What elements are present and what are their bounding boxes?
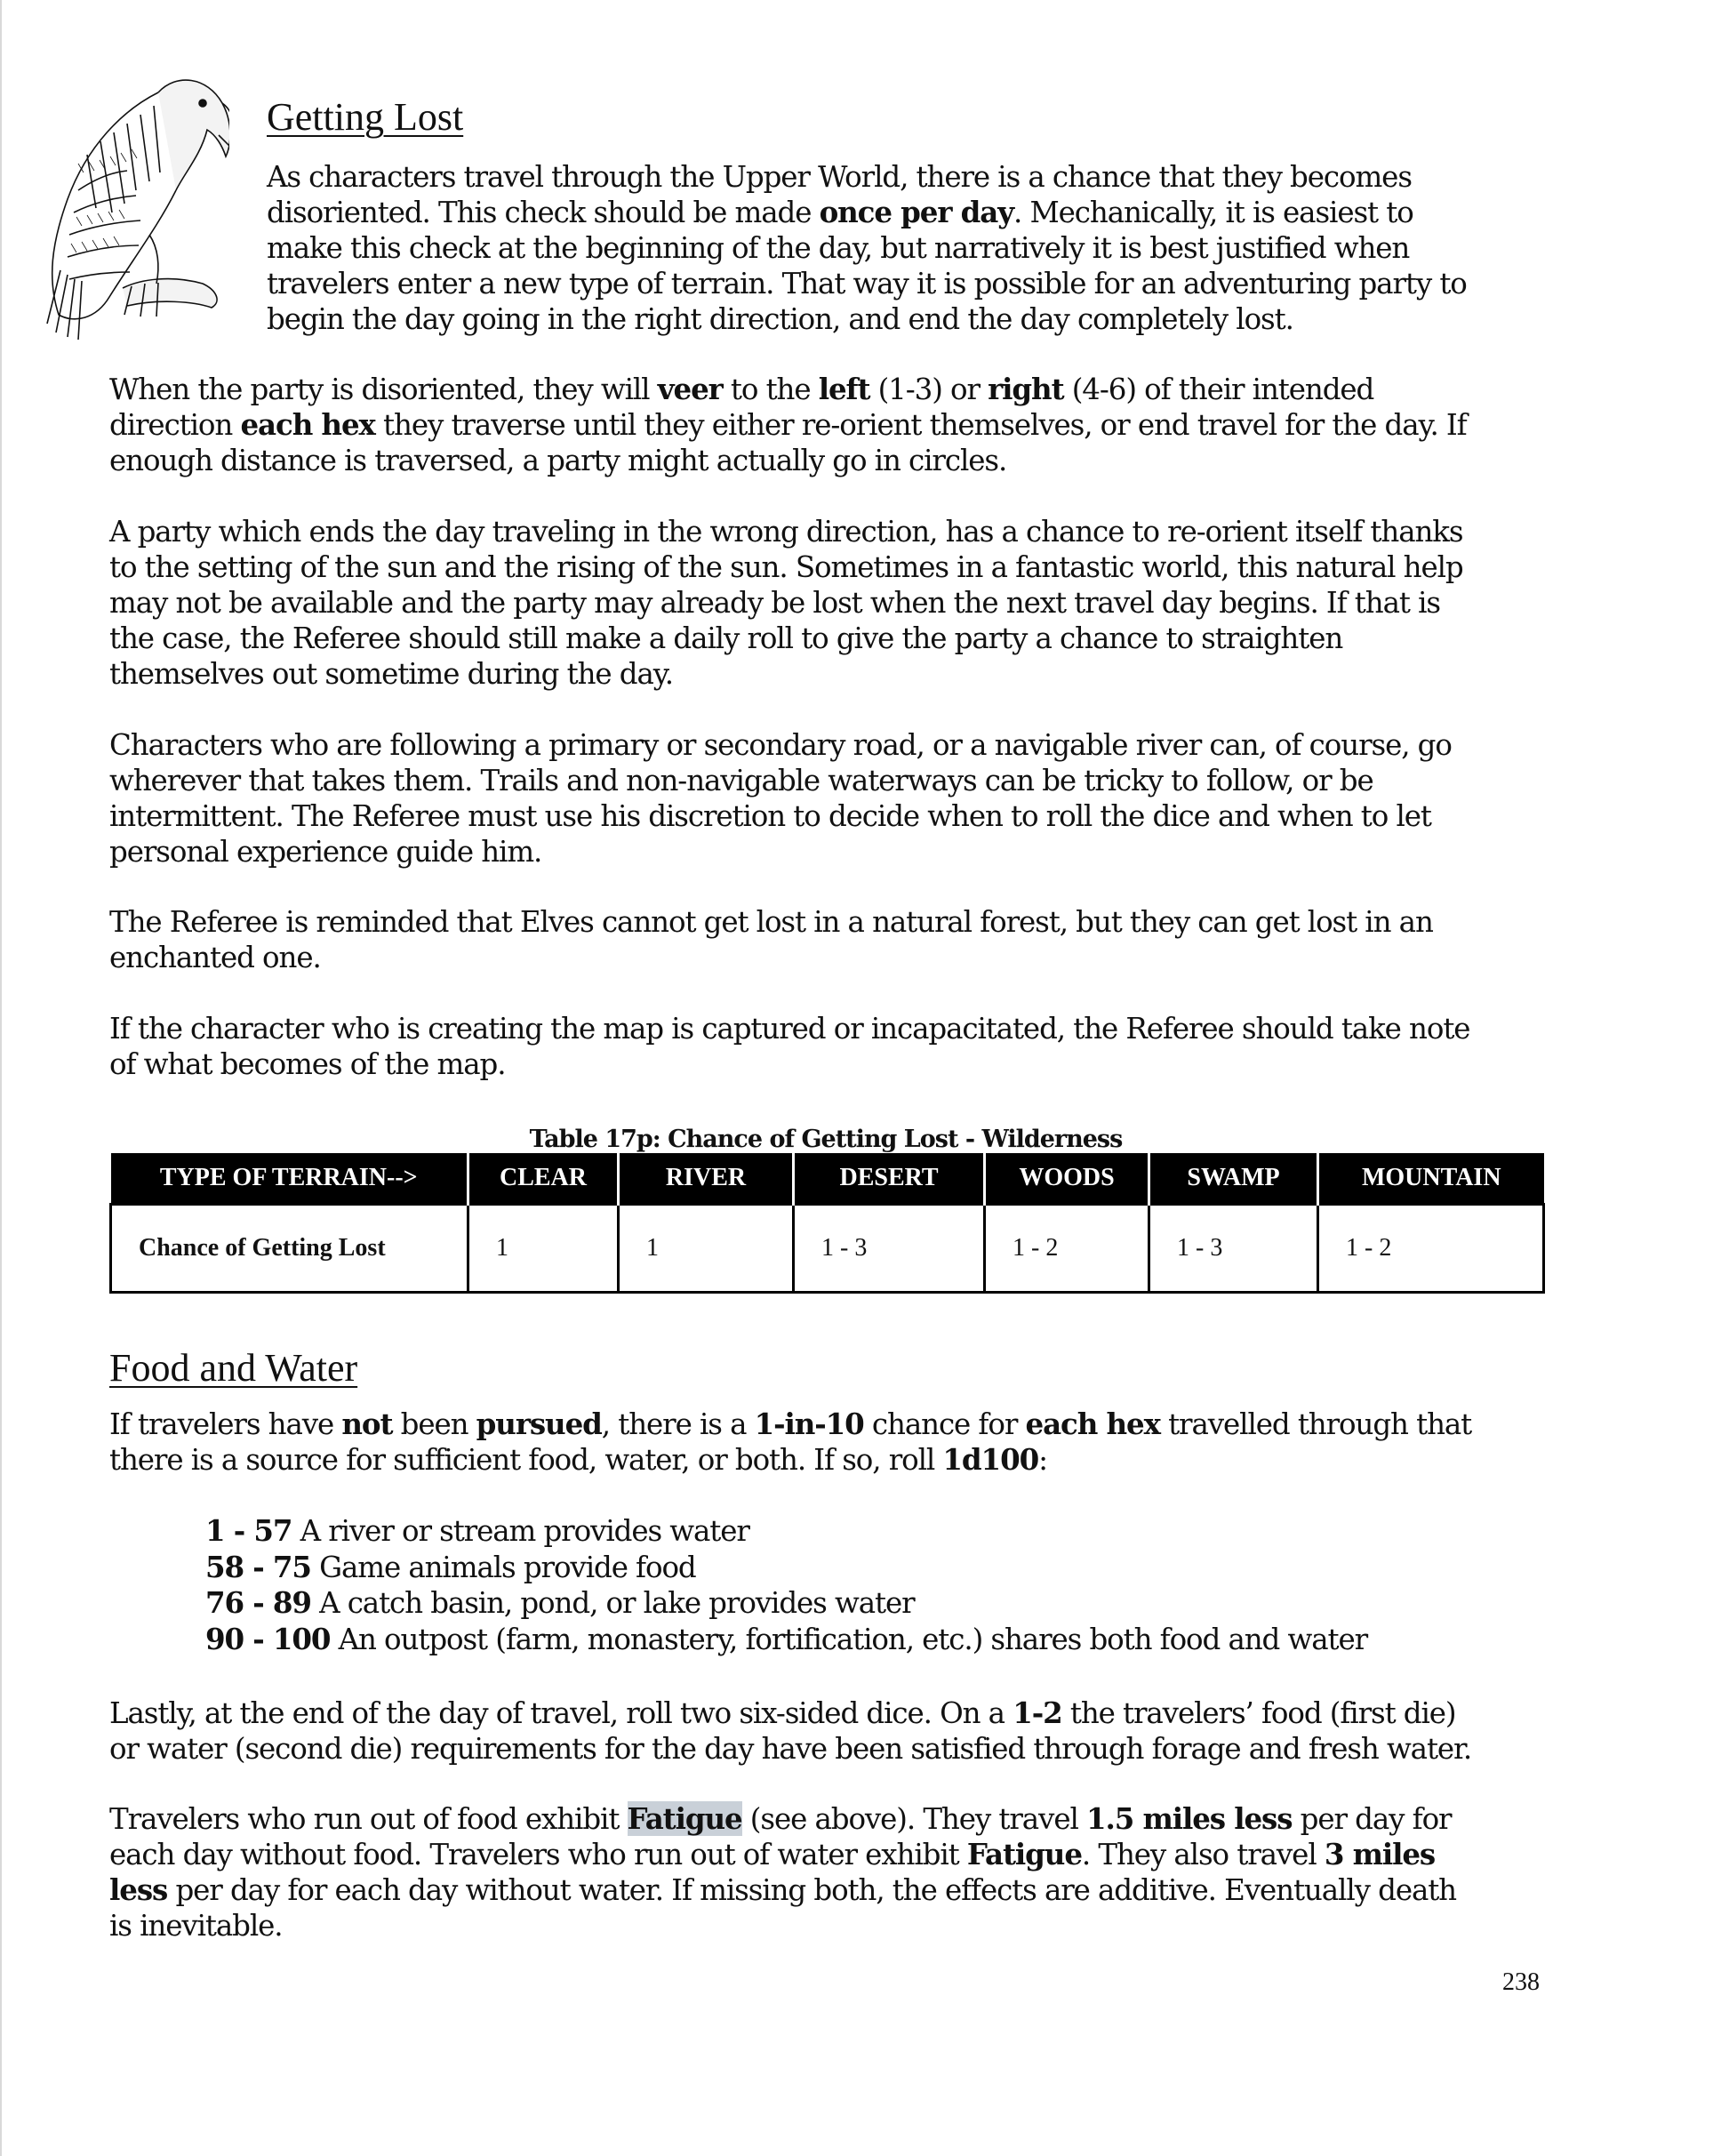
list-item: 90 - 100 An outpost (farm, monastery, fortification, etc.) shares both food and water	[205, 1621, 1368, 1656]
cell-mountain: 1 - 2	[1318, 1205, 1544, 1293]
page-number: 238	[1502, 1968, 1540, 1996]
vulture-illustration	[25, 57, 229, 341]
header-woods: WOODS	[985, 1153, 1149, 1205]
table-row	[111, 1205, 1544, 1293]
header-terrain-type: TYPE OF TERRAIN-->	[111, 1153, 468, 1205]
list-item: 1 - 57 A river or stream provides water	[205, 1513, 749, 1548]
forage-paragraph: Lastly, at the end of the day of travel, roll two six-sided dice. On a 1-2 the travelers’ food (first die) or water (second die) requirements for the day have been satisfied through forage and fresh water.	[109, 1695, 1472, 1766]
header-swamp: SWAMP	[1149, 1153, 1318, 1205]
page-edge	[0, 0, 2, 2156]
list-item: 58 - 75 Game animals provide food	[205, 1549, 696, 1584]
starvation-paragraph: Travelers who run out of food exhibit Fatigue (see above). They travel 1.5 miles less per day for each day without food. Travelers who run out of water exhibit Fatigue. They also travel 3 miles less per day for each day without water. If missing both, the effects are additive. Eventually death is inevitable.	[109, 1801, 1457, 1943]
cell-desert: 1 - 3	[794, 1205, 985, 1293]
header-clear: CLEAR	[468, 1153, 619, 1205]
cell-river: 1	[619, 1205, 794, 1293]
list-item: 76 - 89 A catch basin, pond, or lake provides water	[205, 1585, 915, 1620]
d100-results-list	[205, 1513, 1367, 1657]
reorient-paragraph: A party which ends the day traveling in the wrong direction, has a chance to re-orient itself thanks to the setting of the sun and the rising of the sun. Sometimes in a fantastic world, this natural help may not be available and the party may already be lost when the next travel day begins. If that is the case, the Referee should still make a daily roll to give the party a chance to straighten themselves out sometime during the day.	[109, 515, 1463, 691]
table-caption: Table 17p: Chance of Getting Lost - Wilderness	[529, 1126, 1123, 1153]
getting-lost-heading: Getting Lost	[267, 95, 464, 139]
table-header-row	[111, 1153, 1544, 1205]
header-river: RIVER	[619, 1153, 794, 1205]
header-desert: DESERT	[794, 1153, 985, 1205]
getting-lost-intro: As characters travel through the Upper World, there is a chance that they becomes disoriented. This check should be made once per day. Mechanically, it is easiest to make this check at the beginning of the day, but narratively it is best justified when travelers enter a new type of terrain. That way it is possible for an adventuring party to begin the day going in the right direction, and end the day completely lost.	[267, 160, 1467, 336]
cell-clear: 1	[468, 1205, 619, 1293]
roads-paragraph: Characters who are following a primary or secondary road, or a navigable river can, of course, go wherever that takes them. Trails and non-navigable waterways can be tricky to follow, or be intermittent. The Referee must use his discretion to decide when to roll the dice and when to let personal experience guide him.	[109, 728, 1452, 869]
elves-paragraph: The Referee is reminded that Elves cannot get lost in a natural forest, but they can get lost in an enchanted one.	[109, 905, 1433, 974]
cell-swamp: 1 - 3	[1149, 1205, 1318, 1293]
getting-lost-table	[109, 1153, 1545, 1294]
food-water-heading: Food and Water	[109, 1346, 358, 1390]
map-paragraph: If the character who is creating the map is captured or incapacitated, the Referee should take note of what becomes of the map.	[109, 1012, 1470, 1081]
row-label: Chance of Getting Lost	[111, 1205, 468, 1293]
fatigue-highlight: Fatigue	[627, 1801, 742, 1836]
veer-paragraph: When the party is disoriented, they will veer to the left (1-3) or right (4-6) of their intended direction each hex they traverse until they either re-orient themselves, or end travel for the day. If enough distance is traversed, a party might actually go in circles.	[109, 372, 1467, 477]
food-water-intro: If travelers have not been pursued, there is a 1-in-10 chance for each hex travelled through that there is a source for sufficient food, water, or both. If so, roll 1d100:	[109, 1407, 1472, 1477]
header-mountain: MOUNTAIN	[1318, 1153, 1544, 1205]
cell-woods: 1 - 2	[985, 1205, 1149, 1293]
